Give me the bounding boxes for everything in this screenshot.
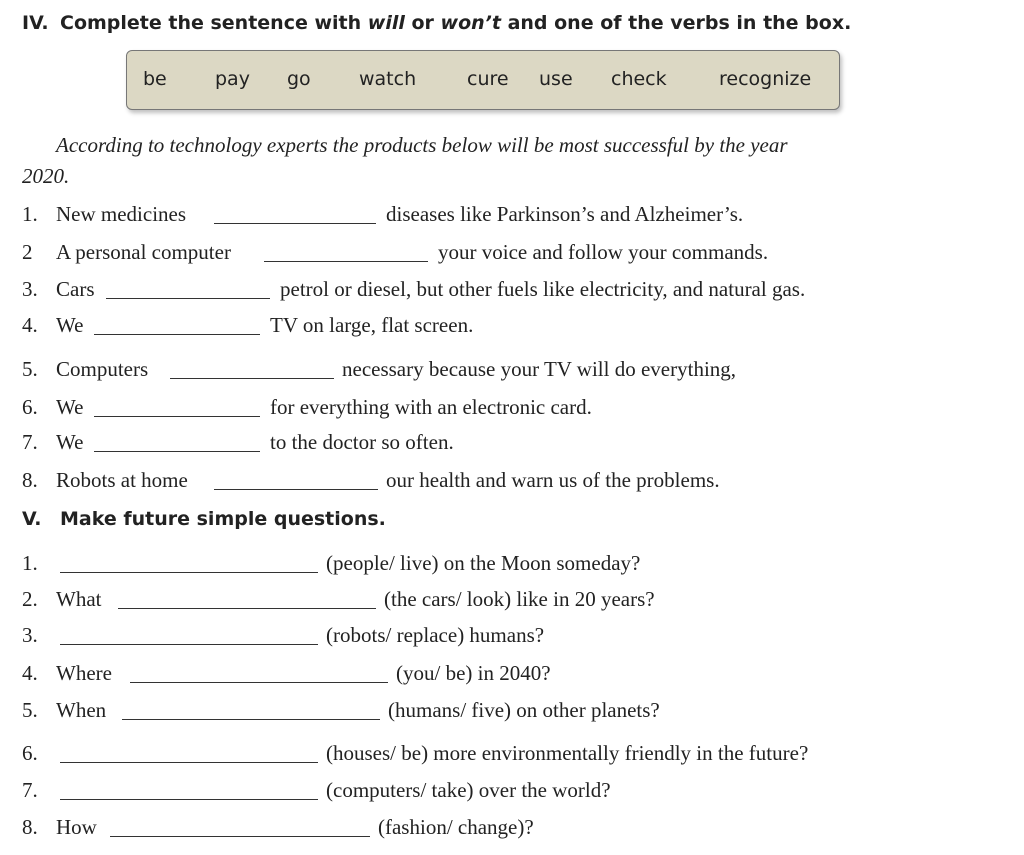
answer-blank[interactable] (94, 334, 260, 335)
verb-word: check (611, 68, 667, 90)
item-number: 7. (22, 430, 38, 454)
verb-word: go (287, 68, 311, 90)
item-suffix: your voice and follow your commands. (438, 240, 769, 264)
item-suffix: (robots/ replace) humans? (326, 623, 545, 647)
item-number: 5. (22, 698, 38, 722)
section-5-numeral: V. (22, 508, 42, 530)
item-number: 4. (22, 313, 38, 337)
item-prefix: Where (56, 661, 112, 685)
item-number: 3. (22, 623, 38, 647)
item-number: 1. (22, 202, 38, 226)
item-suffix: (houses/ be) more environmentally friendly in the future? (326, 741, 809, 765)
item-suffix: our health and warn us of the problems. (386, 468, 720, 492)
item-number: 7. (22, 778, 38, 802)
answer-blank[interactable] (60, 644, 318, 645)
item-number: 6. (22, 741, 38, 765)
answer-blank[interactable] (122, 719, 380, 720)
section-5-title: Make future simple questions. (60, 508, 386, 530)
item-suffix: necessary because your TV will do everything, (342, 357, 737, 381)
item-number: 6. (22, 395, 38, 419)
item-prefix: Cars (56, 277, 95, 301)
verb-word: be (143, 68, 167, 90)
answer-blank[interactable] (130, 682, 388, 683)
item-suffix: (humans/ five) on other planets? (388, 698, 660, 722)
section-4-title-wont: won’t (440, 12, 501, 34)
section-4-numeral: IV. (22, 12, 49, 34)
item-prefix: We (56, 395, 84, 419)
verb-word: recognize (719, 68, 812, 90)
verb-word: pay (215, 68, 250, 90)
item-suffix: diseases like Parkinson’s and Alzheimer’s. (386, 202, 744, 226)
item-number: 1. (22, 551, 38, 575)
item-suffix: (you/ be) in 2040? (396, 661, 551, 685)
verb-word: cure (467, 68, 509, 90)
section-4-title-b: and one of the verbs in the box. (500, 12, 852, 34)
item-suffix: TV on large, flat screen. (270, 313, 474, 337)
answer-blank[interactable] (60, 572, 318, 573)
answer-blank[interactable] (214, 223, 376, 224)
verb-box (126, 50, 840, 110)
item-suffix: (people/ live) on the Moon someday? (326, 551, 641, 575)
intro-line-1: According to technology experts the products below will be most successful by the year (56, 133, 788, 157)
answer-blank[interactable] (94, 451, 260, 452)
answer-blank[interactable] (60, 762, 318, 763)
answer-blank[interactable] (94, 416, 260, 417)
section-4-heading (22, 12, 851, 34)
item-number: 4. (22, 661, 38, 685)
item-suffix: (computers/ take) over the world? (326, 778, 611, 802)
section-4-title-a: Complete the sentence with (60, 12, 368, 34)
intro-line-2: 2020. (22, 164, 70, 188)
answer-blank[interactable] (110, 836, 370, 837)
section-4-title-will: will (367, 12, 405, 34)
item-suffix: to the doctor so often. (270, 430, 454, 454)
item-suffix: petrol or diesel, but other fuels like electricity, and natural gas. (280, 277, 806, 301)
section-4-title-or: or (404, 12, 441, 34)
item-number: 5. (22, 357, 38, 381)
item-number: 2 (22, 240, 33, 264)
item-number: 8. (22, 468, 38, 492)
item-prefix: A personal computer (56, 240, 231, 264)
answer-blank[interactable] (60, 799, 318, 800)
item-prefix: New medicines (56, 202, 187, 226)
answer-blank[interactable] (170, 378, 334, 379)
item-suffix: (the cars/ look) like in 20 years? (384, 587, 655, 611)
item-prefix: What (56, 587, 102, 611)
item-prefix: We (56, 430, 84, 454)
item-prefix: Robots at home (56, 468, 188, 492)
item-prefix: Computers (56, 357, 149, 381)
item-number: 8. (22, 815, 38, 839)
item-suffix: for everything with an electronic card. (270, 395, 592, 419)
verb-word: watch (359, 68, 417, 90)
answer-blank[interactable] (264, 261, 428, 262)
item-number: 2. (22, 587, 38, 611)
item-prefix: When (56, 698, 107, 722)
verb-word: use (539, 68, 573, 90)
item-number: 3. (22, 277, 38, 301)
section-5-heading (22, 508, 386, 530)
answer-blank[interactable] (214, 489, 378, 490)
item-prefix: We (56, 313, 84, 337)
answer-blank[interactable] (106, 298, 270, 299)
item-suffix: (fashion/ change)? (378, 815, 534, 839)
item-prefix: How (56, 815, 97, 839)
answer-blank[interactable] (118, 608, 376, 609)
